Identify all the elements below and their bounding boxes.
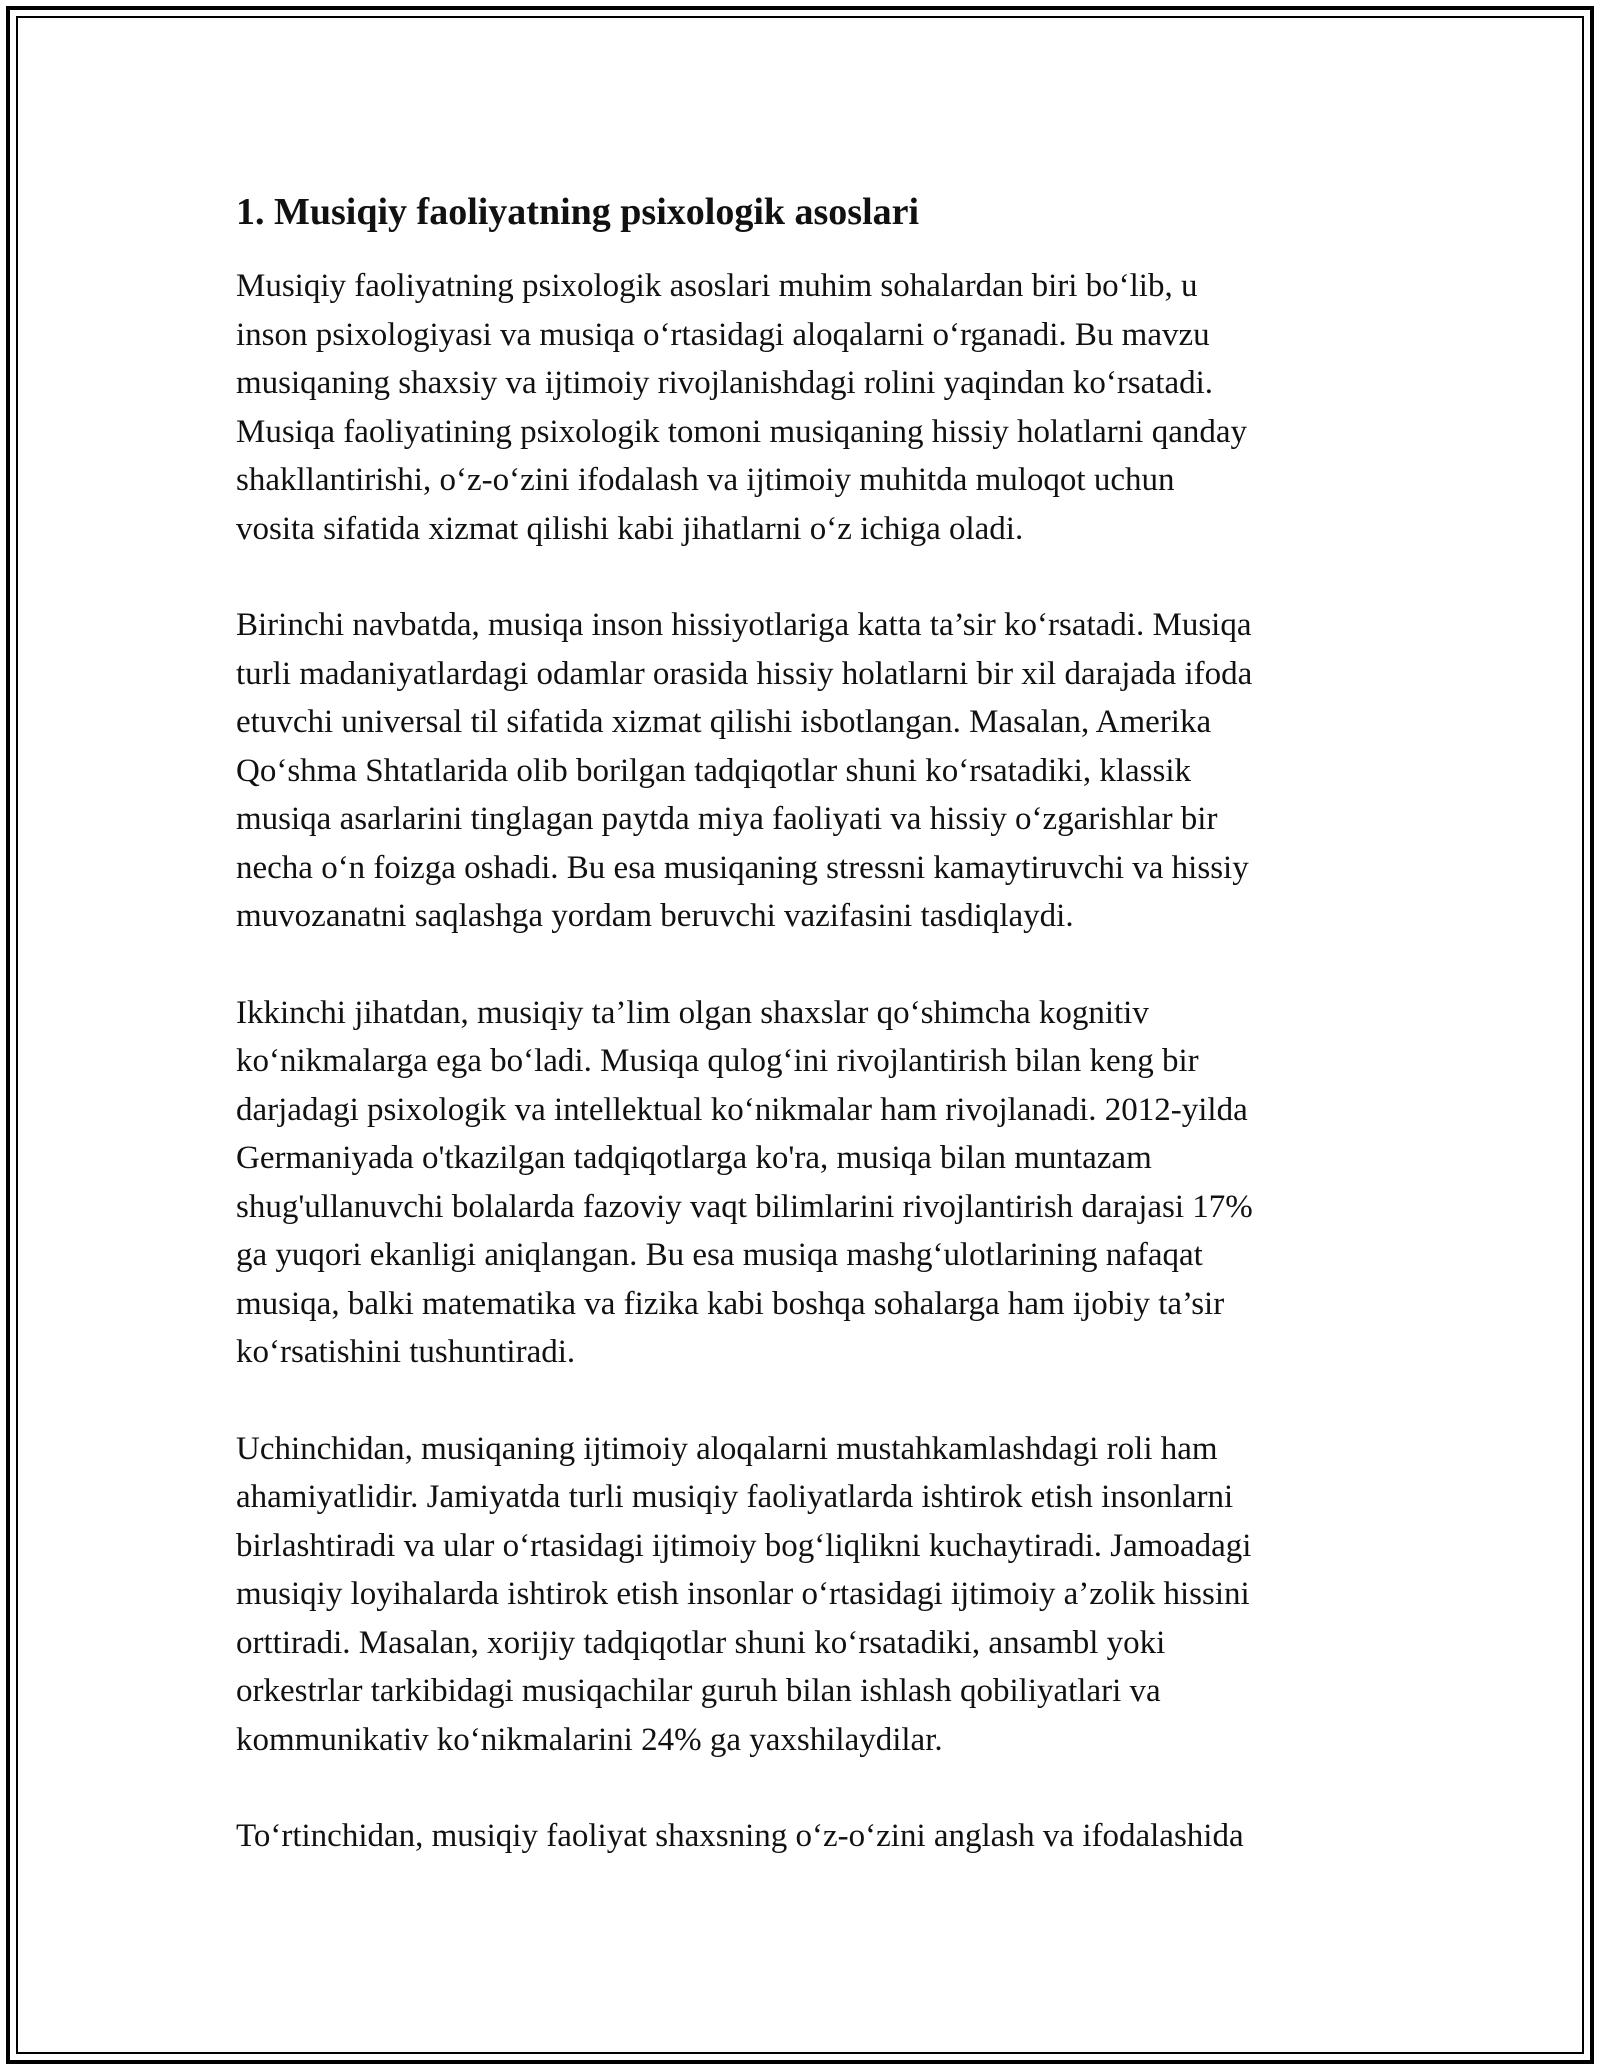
text-line: To‘rtinchidan, musiqiy faoliyat shaxsning o‘z-o‘zini anglash va ifodalashida (236, 1818, 1244, 1854)
paragraph-1 (236, 262, 1376, 553)
text-line: ga yuqori ekanligi aniqlangan. Bu esa musiqa mashg‘ulotlarining nafaqat (236, 1237, 1203, 1273)
text-line: birlashtiradi va ular o‘rtasidagi ijtimoiy bog‘liqlikni kuchaytiradi. Jamoadagi (236, 1527, 1252, 1564)
paragraph-5 (236, 1812, 1376, 1861)
text-line: turli madaniyatlardagi odamlar orasida hissiy holatlarni bir xil darajada ifoda (236, 655, 1253, 692)
text-line: darjadagi psixologik va intellektual ko‘nikmalar ham rivojlanadi. 2012-yilda (236, 1091, 1248, 1128)
text-line: ko‘nikmalarga ega bo‘ladi. Musiqa qulog‘ini rivojlantirish bilan keng bir (236, 1043, 1199, 1079)
text-line: shakllantirishi, o‘z-o‘zini ifodalash va ijtimoiy muhitda muloqot uchun (236, 462, 1175, 498)
text-line: musiqa, balki matematika va fizika kabi boshqa sohalarga ham ijobiy ta’sir (236, 1285, 1225, 1322)
text-line: muvozanatni saqlashga yordam beruvchi vazifasini tasdiqlaydi. (236, 898, 1074, 934)
text-line: necha o‘n foizga oshadi. Bu esa musiqaning stressni kamaytiruvchi va hissiy (236, 849, 1249, 886)
text-line: Ikkinchi jihatdan, musiqiy ta’lim olgan shaxslar qo‘shimcha kognitiv (236, 994, 1149, 1031)
text-line: Musiqiy faoliyatning psixologik asoslari muhim sohalardan biri bo‘lib, u (236, 268, 1198, 304)
text-line: orttiradi. Masalan, xorijiy tadqiqotlar shuni ko‘rsatadiki, ansambl yoki (236, 1624, 1166, 1661)
paragraph-2 (236, 601, 1376, 941)
section-heading: 1. Musiqiy faoliyatning psixologik asoslari (236, 191, 920, 233)
text-line: musiqa asarlarini tinglagan paytda miya faoliyati va hissiy o‘zgarishlar bir (236, 801, 1218, 837)
text-line: Birinchi navbatda, musiqa inson hissiyotlariga katta ta’sir ko‘rsatadi. Musiqa (236, 607, 1252, 643)
text-line: orkestrlar tarkibidagi musiqachilar guruh bilan ishlash qobiliyatlari va (236, 1673, 1161, 1709)
document-body (236, 186, 1376, 1909)
text-line: shug'ullanuvchi bolalarda fazoviy vaqt bilimlarini rivojlantirish darajasi 17% (236, 1188, 1253, 1225)
text-line: Musiqa faoliyatining psixologik tomoni musiqaning hissiy holatlarni qanday (236, 413, 1247, 450)
text-line: Uchinchidan, musiqaning ijtimoiy aloqalarni mustahkamlashdagi roli ham (236, 1430, 1218, 1467)
paragraph-4 (236, 1425, 1376, 1765)
text-line: musiqiy loyihalarda ishtirok etish insonlar o‘rtasidagi ijtimoiy a’zolik hissini (236, 1576, 1250, 1612)
text-line: inson psixologiyasi va musiqa o‘rtasidagi aloqalarni o‘rganadi. Bu mavzu (236, 316, 1210, 353)
text-line: Germaniyada o'tkazilgan tadqiqotlarga ko'ra, musiqa bilan muntazam (236, 1140, 1152, 1176)
text-line: etuvchi universal til sifatida xizmat qilishi isbotlangan. Masalan, Amerika (236, 704, 1212, 740)
text-line: vosita sifatida xizmat qilishi kabi jihatlarni o‘z ichiga oladi. (236, 510, 1024, 547)
text-line: kommunikativ ko‘nikmalarini 24% ga yaxshilaydilar. (236, 1721, 943, 1758)
paragraph-3 (236, 989, 1376, 1377)
text-line: musiqaning shaxsiy va ijtimoiy rivojlanishdagi rolini yaqindan ko‘rsatadi. (236, 365, 1214, 401)
text-line: ko‘rsatishini tushuntiradi. (236, 1334, 576, 1370)
text-line: ahamiyatlidir. Jamiyatda turli musiqiy faoliyatlarda ishtirok etish insonlarni (236, 1479, 1234, 1515)
text-line: Qo‘shma Shtatlarida olib borilgan tadqiqotlar shuni ko‘rsatadiki, klassik (236, 752, 1192, 789)
